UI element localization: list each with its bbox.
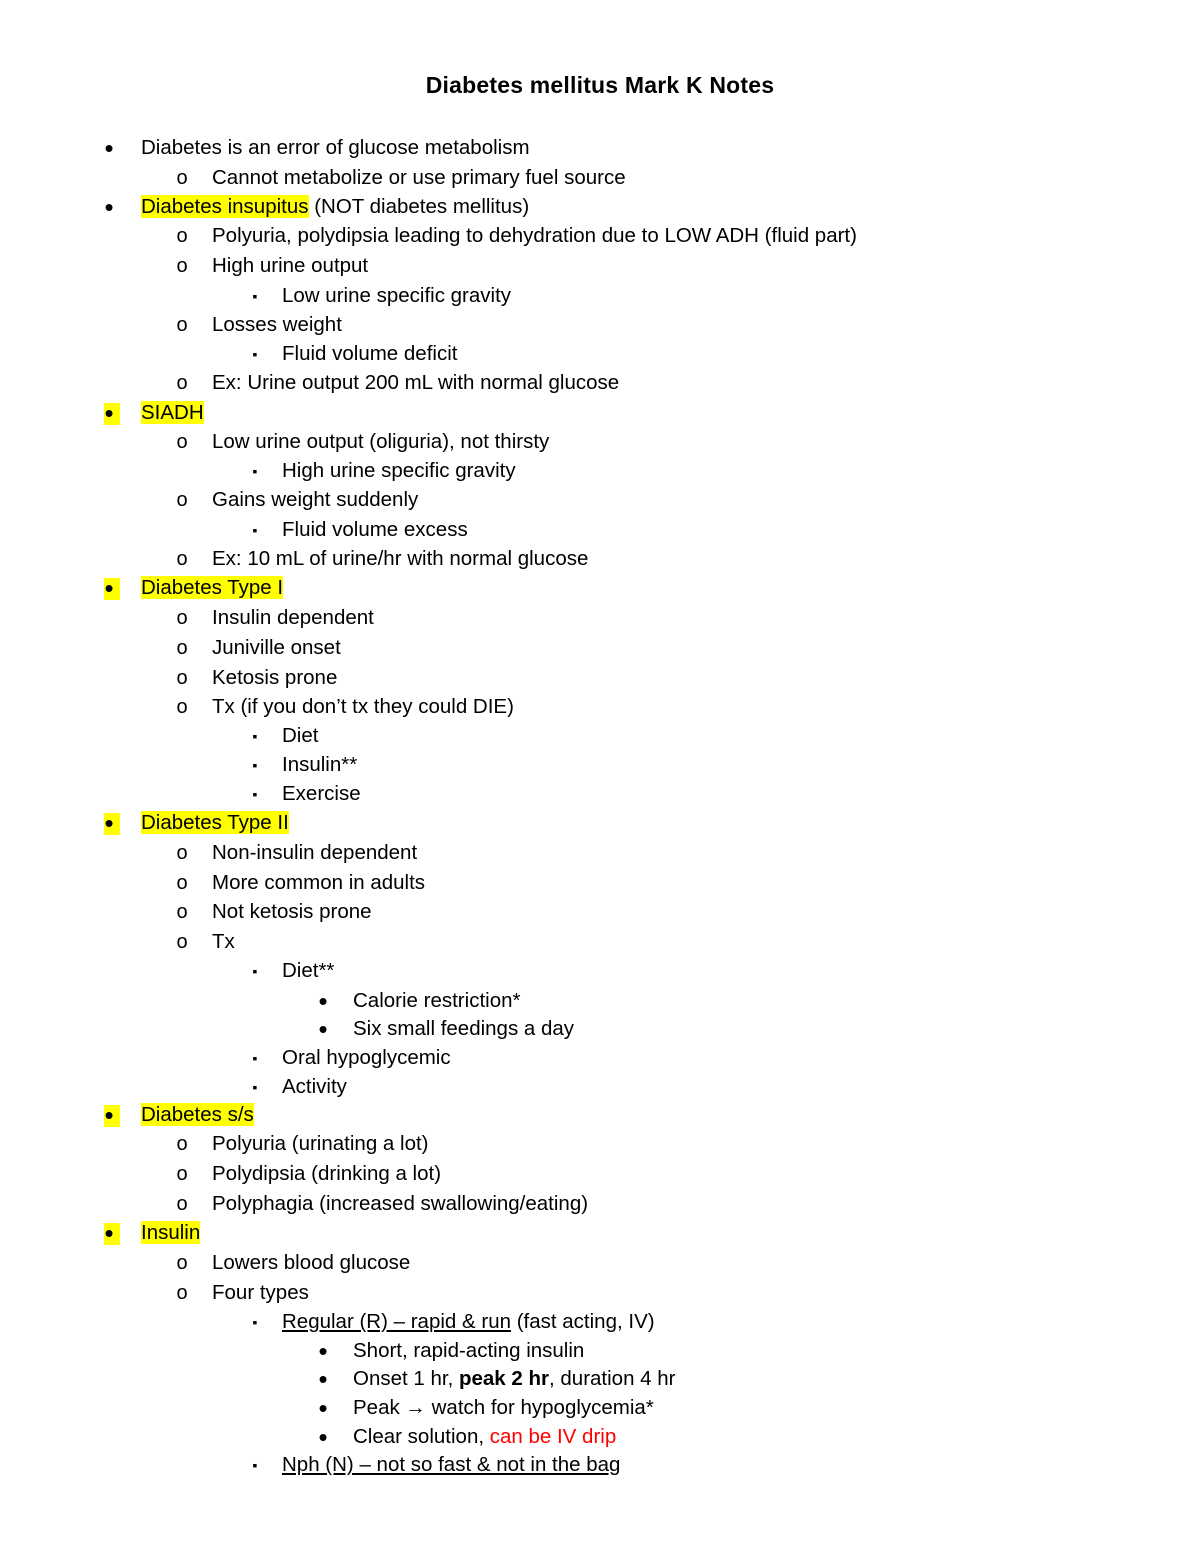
bold-segment: peak 2 hr bbox=[458, 1367, 550, 1390]
circle-bullet-icon: o bbox=[176, 842, 188, 864]
circle-bullet-icon: o bbox=[176, 548, 188, 570]
list-item bbox=[141, 398, 204, 428]
square-bullet-icon: ▪ bbox=[252, 1457, 258, 1473]
underlined-term: Regular (R) – rapid & run bbox=[282, 1310, 512, 1333]
circle-bullet-icon: o bbox=[176, 225, 188, 247]
term-note: (fast acting, IV) bbox=[511, 1310, 655, 1333]
list-item: Diabetes is an error of glucose metabolism bbox=[141, 136, 530, 159]
highlighted-heading: Diabetes insupitus bbox=[141, 195, 309, 218]
circle-bullet-icon: o bbox=[176, 489, 188, 511]
bullet-icon: • bbox=[104, 192, 114, 222]
circle-bullet-icon: o bbox=[176, 696, 188, 718]
text-segment: Onset 1 hr, bbox=[353, 1367, 459, 1390]
document-title: Diabetes mellitus Mark K Notes bbox=[425, 72, 775, 98]
highlighted-heading: Diabetes Type II bbox=[141, 811, 289, 834]
circle-bullet-icon: o bbox=[176, 1163, 188, 1185]
text-segment: watch for hypoglycemia* bbox=[425, 1396, 654, 1419]
square-bullet-icon: ▪ bbox=[252, 463, 258, 479]
list-item: High urine output bbox=[212, 254, 369, 277]
bullet-icon: • bbox=[104, 808, 114, 838]
list-item: More common in adults bbox=[212, 871, 426, 894]
list-item: Calorie restriction* bbox=[353, 989, 521, 1012]
circle-bullet-icon: o bbox=[176, 872, 188, 894]
list-item: Losses weight bbox=[212, 313, 342, 336]
list-item: Insulin** bbox=[282, 753, 358, 776]
list-item: Exercise bbox=[282, 782, 361, 805]
list-item: Not ketosis prone bbox=[212, 900, 372, 923]
list-item bbox=[353, 1364, 676, 1394]
bullet-icon: • bbox=[104, 133, 114, 163]
list-item: Polyuria (urinating a lot) bbox=[212, 1132, 429, 1155]
list-item: High urine specific gravity bbox=[282, 459, 516, 482]
highlighted-heading: Diabetes Type I bbox=[141, 576, 284, 599]
list-item bbox=[353, 1393, 654, 1423]
list-item: Ex: Urine output 200 mL with normal glucose bbox=[212, 371, 620, 394]
square-bullet-icon: ▪ bbox=[252, 1050, 258, 1066]
list-item: Polyuria, polydipsia leading to dehydration due to LOW ADH (fluid part) bbox=[212, 224, 857, 247]
red-emphasis: can be IV drip bbox=[489, 1425, 617, 1448]
square-bullet-icon: ▪ bbox=[252, 963, 258, 979]
circle-bullet-icon: o bbox=[176, 931, 188, 953]
list-item: Polydipsia (drinking a lot) bbox=[212, 1162, 442, 1185]
square-bullet-icon: ▪ bbox=[252, 786, 258, 802]
circle-bullet-icon: o bbox=[176, 255, 188, 277]
circle-bullet-icon: o bbox=[176, 431, 188, 453]
highlighted-heading: Insulin bbox=[141, 1221, 201, 1244]
list-item: Tx bbox=[212, 930, 235, 953]
list-item: Non-insulin dependent bbox=[212, 841, 418, 864]
bullet-icon: • bbox=[318, 1422, 328, 1452]
list-item: Lowers blood glucose bbox=[212, 1251, 411, 1274]
list-item: Oral hypoglycemic bbox=[282, 1046, 451, 1069]
bullet-icon: • bbox=[104, 1218, 114, 1248]
arrow-right-icon: → bbox=[405, 1396, 426, 1419]
list-item: Low urine specific gravity bbox=[282, 284, 512, 307]
circle-bullet-icon: o bbox=[176, 901, 188, 923]
bullet-icon: • bbox=[318, 1364, 328, 1394]
list-item bbox=[141, 573, 283, 603]
list-item: Six small feedings a day bbox=[353, 1017, 575, 1040]
circle-bullet-icon: o bbox=[176, 607, 188, 629]
list-item: Ketosis prone bbox=[212, 666, 338, 689]
bullet-icon: • bbox=[318, 1393, 328, 1423]
bullet-icon: • bbox=[318, 1336, 328, 1366]
bullet-icon: • bbox=[318, 986, 328, 1016]
list-item: Fluid volume excess bbox=[282, 518, 468, 541]
text-segment: Clear solution, bbox=[353, 1425, 490, 1448]
list-item: Diet bbox=[282, 724, 319, 747]
circle-bullet-icon: o bbox=[176, 667, 188, 689]
circle-bullet-icon: o bbox=[176, 1133, 188, 1155]
list-item: Diet** bbox=[282, 959, 335, 982]
list-item bbox=[141, 1100, 254, 1130]
circle-bullet-icon: o bbox=[176, 314, 188, 336]
circle-bullet-icon: o bbox=[176, 637, 188, 659]
list-item: Four types bbox=[212, 1281, 309, 1304]
list-item: Fluid volume deficit bbox=[282, 342, 458, 365]
list-item: Polyphagia (increased swallowing/eating) bbox=[212, 1192, 589, 1215]
heading-note: (NOT diabetes mellitus) bbox=[308, 195, 530, 218]
list-item bbox=[282, 1307, 655, 1337]
circle-bullet-icon: o bbox=[176, 1193, 188, 1215]
text-segment: Peak bbox=[353, 1396, 406, 1419]
list-item: Insulin dependent bbox=[212, 606, 374, 629]
list-item: Juniville onset bbox=[212, 636, 341, 659]
list-item: Low urine output (oliguria), not thirsty bbox=[212, 430, 550, 453]
list-item bbox=[141, 1218, 200, 1248]
square-bullet-icon: ▪ bbox=[252, 1314, 258, 1330]
circle-bullet-icon: o bbox=[176, 1282, 188, 1304]
highlighted-heading: SIADH bbox=[141, 401, 204, 424]
list-item: Cannot metabolize or use primary fuel source bbox=[212, 166, 626, 189]
bullet-icon: • bbox=[104, 398, 114, 428]
list-item bbox=[141, 808, 289, 838]
list-item: Gains weight suddenly bbox=[212, 488, 419, 511]
circle-bullet-icon: o bbox=[176, 1252, 188, 1274]
list-item: Ex: 10 mL of urine/hr with normal glucose bbox=[212, 547, 589, 570]
highlighted-heading: Diabetes s/s bbox=[141, 1103, 254, 1126]
list-item bbox=[353, 1422, 616, 1452]
list-item: Short, rapid-acting insulin bbox=[353, 1339, 585, 1362]
list-item bbox=[141, 192, 529, 222]
square-bullet-icon: ▪ bbox=[252, 1079, 258, 1095]
bullet-icon: • bbox=[104, 573, 114, 603]
bullet-icon: • bbox=[104, 1100, 114, 1130]
circle-bullet-icon: o bbox=[176, 372, 188, 394]
square-bullet-icon: ▪ bbox=[252, 346, 258, 362]
list-item: Activity bbox=[282, 1075, 347, 1098]
list-item bbox=[282, 1450, 620, 1480]
square-bullet-icon: ▪ bbox=[252, 288, 258, 304]
square-bullet-icon: ▪ bbox=[252, 728, 258, 744]
list-item: Tx (if you don’t tx they could DIE) bbox=[212, 695, 514, 718]
square-bullet-icon: ▪ bbox=[252, 757, 258, 773]
text-segment: , duration 4 hr bbox=[549, 1367, 676, 1390]
underlined-term: Nph (N) – not so fast & not in the bag bbox=[282, 1453, 621, 1476]
bullet-icon: • bbox=[318, 1014, 328, 1044]
square-bullet-icon: ▪ bbox=[252, 522, 258, 538]
circle-bullet-icon: o bbox=[176, 167, 188, 189]
